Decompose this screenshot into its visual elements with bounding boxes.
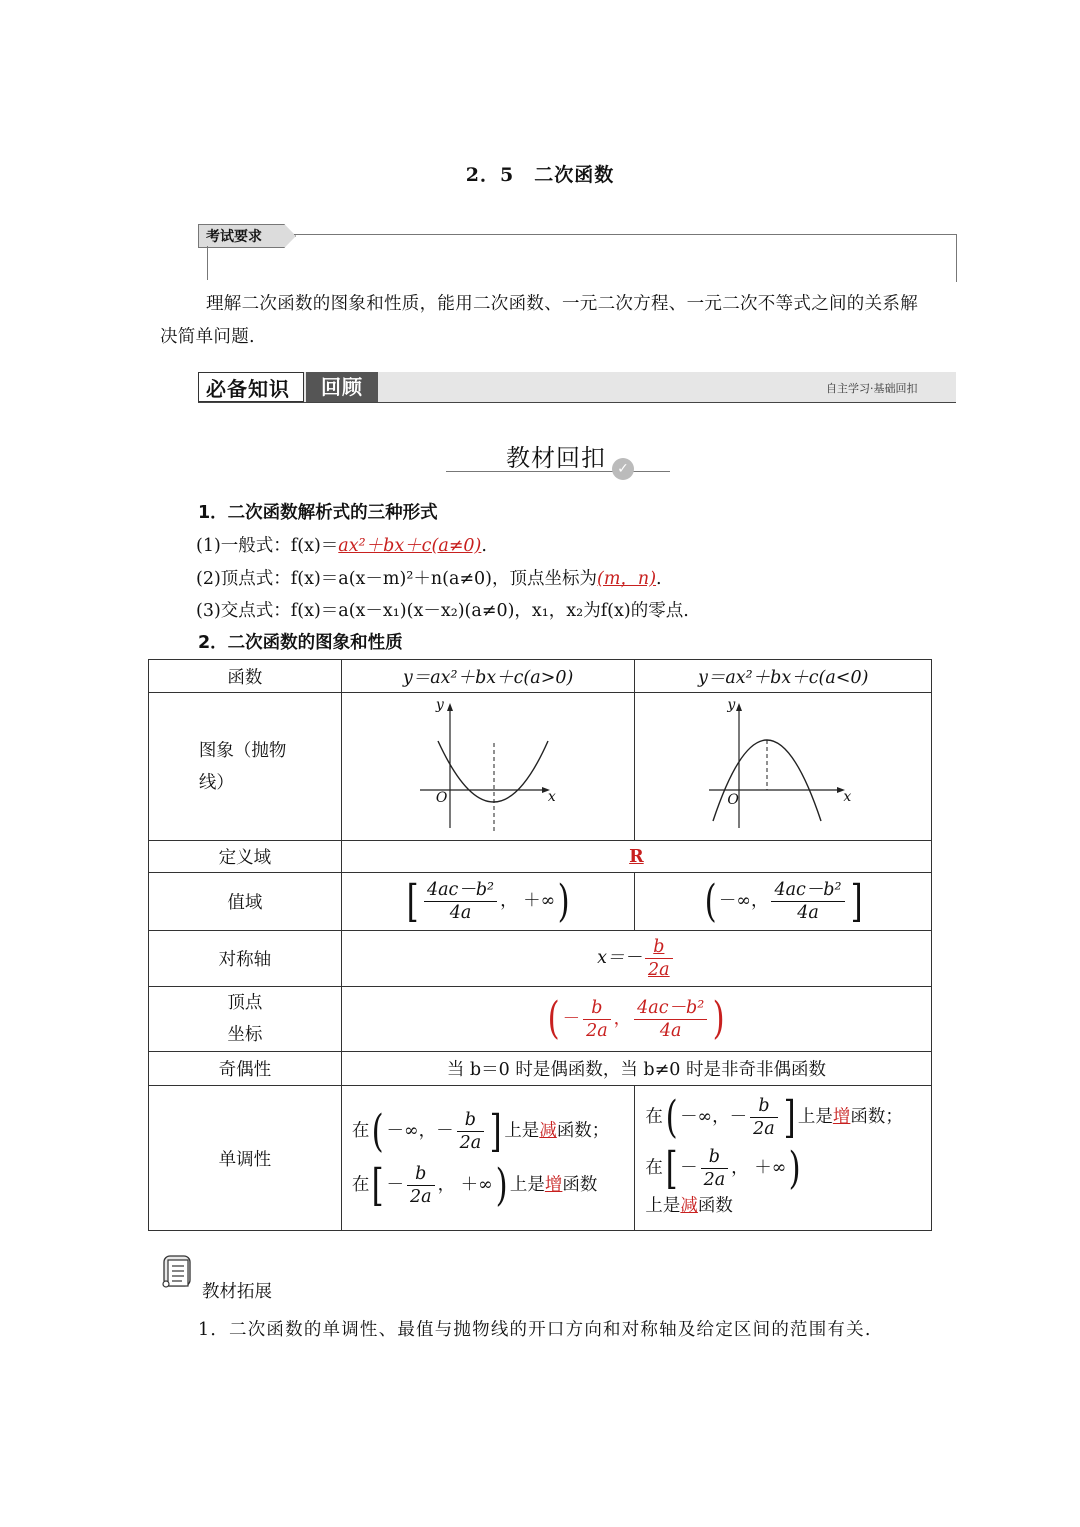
check-icon: ✓ <box>612 458 634 480</box>
parabola-up-graph <box>342 693 636 839</box>
parity-label: 奇偶性 <box>149 1052 342 1086</box>
item1-heading: 1．二次函数解析式的三种形式 <box>198 503 438 523</box>
y-arrow <box>736 703 742 711</box>
page-title: 2．5 二次函数 <box>465 164 615 186</box>
requirement-rule-right <box>956 234 957 282</box>
table-row <box>149 987 932 1052</box>
knowledge-banner-title-review: 回顾 <box>306 372 378 402</box>
x-axis-label: x <box>843 789 852 805</box>
vertex-form-answer: (m，n) <box>597 569 657 589</box>
table-row <box>149 873 932 931</box>
x-axis-label: x <box>547 789 556 805</box>
axis-label: 对称轴 <box>149 931 342 987</box>
properties-table <box>148 659 932 1231</box>
parabola-up <box>438 741 548 802</box>
parabola-down <box>713 740 821 821</box>
graph-label: 图象（抛物线） <box>149 693 342 841</box>
header-negative: y＝ax²＋bx＋c(a<0) <box>635 660 932 693</box>
y-axis-label: y <box>727 697 736 713</box>
knowledge-banner-title: 必备知识 <box>206 377 290 401</box>
graph-positive <box>341 693 635 841</box>
table-row <box>149 693 932 841</box>
header-function: 函数 <box>149 660 342 693</box>
axis-value: x＝－ $\frac{b}{2a}$ <box>341 931 931 987</box>
monotonicity-positive: 在( －∞，－ $\frac{b}{2a}$ ] 上是减函数； 在[ － $\frac{b}{2a}$ ， ＋∞) 上是增函数 <box>341 1086 635 1231</box>
general-form-answer: ax²＋bx＋c(a≠0) <box>338 536 482 556</box>
requirement-rule <box>294 234 956 235</box>
range-positive: [ $\frac{\text{4ac－b²}}{4a}$ ， ＋∞) <box>341 873 635 931</box>
vertex-value: ( － $\frac{b}{2a}$ ， $\frac{\text{4ac－b²}}{4a}$ ) <box>341 987 931 1052</box>
requirement-tab-label: 考试要求 <box>206 229 262 245</box>
origin-label: O <box>435 790 448 806</box>
table-row <box>149 931 932 987</box>
y-arrow <box>447 703 453 711</box>
graph-negative <box>635 693 932 841</box>
vertex-form-prefix: (2)顶点式：f(x)＝a(x－m)²＋n(a≠0)，顶点坐标为 <box>196 569 598 589</box>
monotonicity-negative: 在( －∞，－ $\frac{b}{2a}$ ] 上是增函数； 在[ － $\frac{b}{2a}$ ， ＋∞) 上是减函数 <box>635 1086 932 1231</box>
general-form-prefix: (1)一般式：f(x)＝ <box>196 536 339 556</box>
parabola-down-graph <box>635 693 932 839</box>
knowledge-banner-subtitle: 自主学习·基础回扣 <box>826 382 918 395</box>
section-title: 教材回扣 <box>506 444 606 472</box>
domain-label: 定义域 <box>149 841 342 873</box>
extension-item-1: 1．二次函数的单调性、最值与抛物线的开口方向和对称轴及给定区间的范围有关. <box>198 1320 872 1340</box>
item2-heading: 2．二次函数的图象和性质 <box>198 633 403 653</box>
requirement-text: 理解二次函数的图象和性质，能用二次函数、一元二次方程、一元二次不等式之间的关系解决简单问题. <box>160 294 918 347</box>
table-row <box>149 1086 932 1231</box>
table-row <box>149 1052 932 1086</box>
header-positive: y＝ax²＋bx＋c(a>0) <box>341 660 635 693</box>
knowledge-banner-rule <box>198 402 956 403</box>
table-row <box>149 841 932 873</box>
section-title-rule <box>446 471 670 472</box>
table-row <box>149 660 932 693</box>
monotonicity-label: 单调性 <box>149 1086 342 1231</box>
origin-label: O <box>727 792 739 808</box>
vertex-form-suffix: . <box>656 569 662 589</box>
requirement-rule-left <box>207 246 208 280</box>
general-form-suffix: . <box>481 536 487 556</box>
vertex-label: 顶点坐标 <box>149 987 342 1052</box>
general-form <box>196 532 487 557</box>
intercept-form: (3)交点式：f(x)＝a(x－x₁)(x－x₂)(a≠0)，x₁，x₂为f(x)的零点. <box>196 601 689 621</box>
y-axis-label: y <box>435 697 444 713</box>
range-negative: ( －∞， $\frac{\text{4ac－b²}}{4a}$ ] <box>635 873 932 931</box>
scroll-icon <box>162 1254 196 1290</box>
range-label: 值域 <box>149 873 342 931</box>
parity-value: 当 b＝0 时是偶函数，当 b≠0 时是非奇非偶函数 <box>341 1052 931 1086</box>
domain-value: R <box>341 841 931 873</box>
extension-title: 教材拓展 <box>202 1282 272 1302</box>
vertex-form <box>196 565 662 590</box>
